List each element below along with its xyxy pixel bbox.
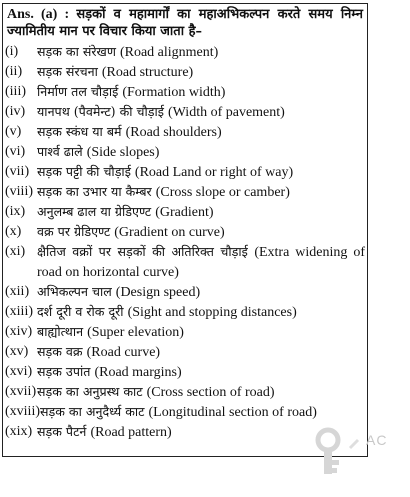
item-hindi: सड़क का उभार या कैम्बर [37, 184, 152, 199]
item-number: (xvi) [5, 364, 33, 379]
item-hindi: सड़क स्कंध या बर्म [37, 124, 122, 139]
item-english: (Extra widening of road on horizontal curve) [37, 245, 365, 280]
list-item [5, 422, 365, 442]
item-number: (xviii) [5, 404, 40, 419]
item-hindi: वक्र पर ग्रेडिएण्ट [37, 224, 111, 239]
list-item [5, 162, 365, 182]
item-english: (Road structure) [101, 65, 194, 80]
item-number: (x) [5, 224, 22, 239]
list-item [5, 402, 365, 422]
watermark-text: AC [366, 432, 388, 448]
item-text [37, 382, 365, 402]
item-english: (Road shoulders) [125, 125, 222, 140]
item-hindi: दर्श दूरी व रोक दूरी [37, 304, 124, 319]
item-number: (xi) [5, 244, 26, 259]
item-hindi: सड़क वक्र [37, 344, 83, 359]
item-english: (Longitudinal section of road) [148, 405, 317, 420]
list-item [5, 42, 365, 62]
answer-box [2, 3, 368, 457]
item-text [37, 342, 365, 362]
list-item [5, 362, 365, 382]
item-number: (xix) [5, 424, 33, 439]
list-item [5, 342, 365, 362]
item-english: (Side slopes) [86, 145, 160, 160]
item-english: (Width of pavement) [167, 105, 285, 120]
item-text [37, 282, 365, 302]
item-number: (vi) [5, 144, 26, 159]
item-text [37, 202, 365, 222]
item-text [37, 42, 365, 62]
item-text [37, 182, 365, 202]
answer-intro [3, 4, 367, 40]
item-number: (vii) [5, 164, 30, 179]
list-item [5, 102, 365, 122]
list-item [5, 142, 365, 162]
item-number: (iii) [5, 84, 26, 99]
item-hindi: बाह्योत्थान [37, 324, 84, 339]
item-number: (ii) [5, 64, 23, 79]
item-number: (viii) [5, 184, 33, 199]
item-text [37, 142, 365, 162]
item-english: (Cross slope or camber) [155, 185, 290, 200]
list-item [5, 202, 365, 222]
item-text [37, 162, 365, 182]
list-item [5, 382, 365, 402]
item-hindi: निर्माण तल चौड़ाई [37, 84, 119, 99]
list-item [5, 62, 365, 82]
item-english: (Road alignment) [119, 45, 219, 60]
list-item [5, 222, 365, 242]
list-item [5, 322, 365, 342]
item-number: (v) [5, 124, 22, 139]
item-text [37, 62, 365, 82]
item-text [37, 82, 365, 102]
list-item [5, 302, 365, 322]
answer-label: Ans. (a) : [7, 7, 77, 22]
item-text [37, 242, 365, 282]
item-hindi: सड़क पट्टी की चौड़ाई [37, 164, 131, 179]
item-hindi: सड़क उपांत [37, 364, 91, 379]
item-english: (Cross section of road) [146, 385, 275, 400]
item-text [37, 302, 365, 322]
item-text [37, 422, 365, 442]
item-number: (xiv) [5, 324, 33, 339]
item-hindi: यानपथ (पैवमेन्ट) की चौड़ाई [37, 104, 164, 119]
item-number: (xiii) [5, 304, 33, 319]
geometric-items-list [3, 40, 367, 442]
item-english: (Gradient) [155, 205, 214, 220]
item-english: (Sight and stopping distances) [127, 305, 297, 320]
list-item [5, 122, 365, 142]
item-text [40, 402, 365, 422]
item-text [37, 362, 365, 382]
item-hindi: सड़क संरचना [37, 64, 98, 79]
answer-intro-text: सड़कों व महामार्गों का महाअभिकल्पन करते समय निम्न ज्यामितीय मान पर विचार किया जाता है– [7, 7, 363, 39]
item-english: (Formation width) [122, 85, 226, 100]
item-english: (Road pattern) [90, 425, 172, 440]
item-number: (ix) [5, 204, 26, 219]
list-item [5, 242, 365, 282]
item-hindi: सड़क पैटर्न [37, 424, 87, 439]
item-hindi: सड़क का अनुप्रस्थ काट [37, 384, 143, 399]
item-english: (Design speed) [115, 285, 201, 300]
list-item [5, 282, 365, 302]
item-number: (i) [5, 44, 19, 59]
item-number: (xv) [5, 344, 29, 359]
item-text [37, 122, 365, 142]
item-text [37, 322, 365, 342]
item-number: (xvii) [5, 384, 37, 399]
item-hindi: अनुलम्ब ढाल या ग्रेडिएण्ट [37, 204, 152, 219]
item-hindi: अभिकल्पन चाल [37, 284, 112, 299]
item-text [37, 222, 365, 242]
item-text [37, 102, 365, 122]
item-hindi: क्षैतिज वक्रों पर सड़कों की अतिरिक्त चौड़ाई [37, 244, 248, 259]
item-hindi: सड़क का संरेखण [37, 44, 116, 59]
item-hindi: पार्श्व ढाले [37, 144, 83, 159]
item-english: (Road margins) [94, 365, 182, 380]
item-number: (xii) [5, 284, 30, 299]
item-english: (Gradient on curve) [114, 225, 225, 240]
item-english: (Super elevation) [87, 325, 184, 340]
item-english: (Road Land or right of way) [134, 165, 294, 180]
list-item [5, 182, 365, 202]
list-item [5, 82, 365, 102]
item-hindi: सड़क का अनुदैर्ध्य काट [40, 404, 145, 419]
item-english: (Road curve) [86, 345, 161, 360]
item-number: (iv) [5, 104, 26, 119]
